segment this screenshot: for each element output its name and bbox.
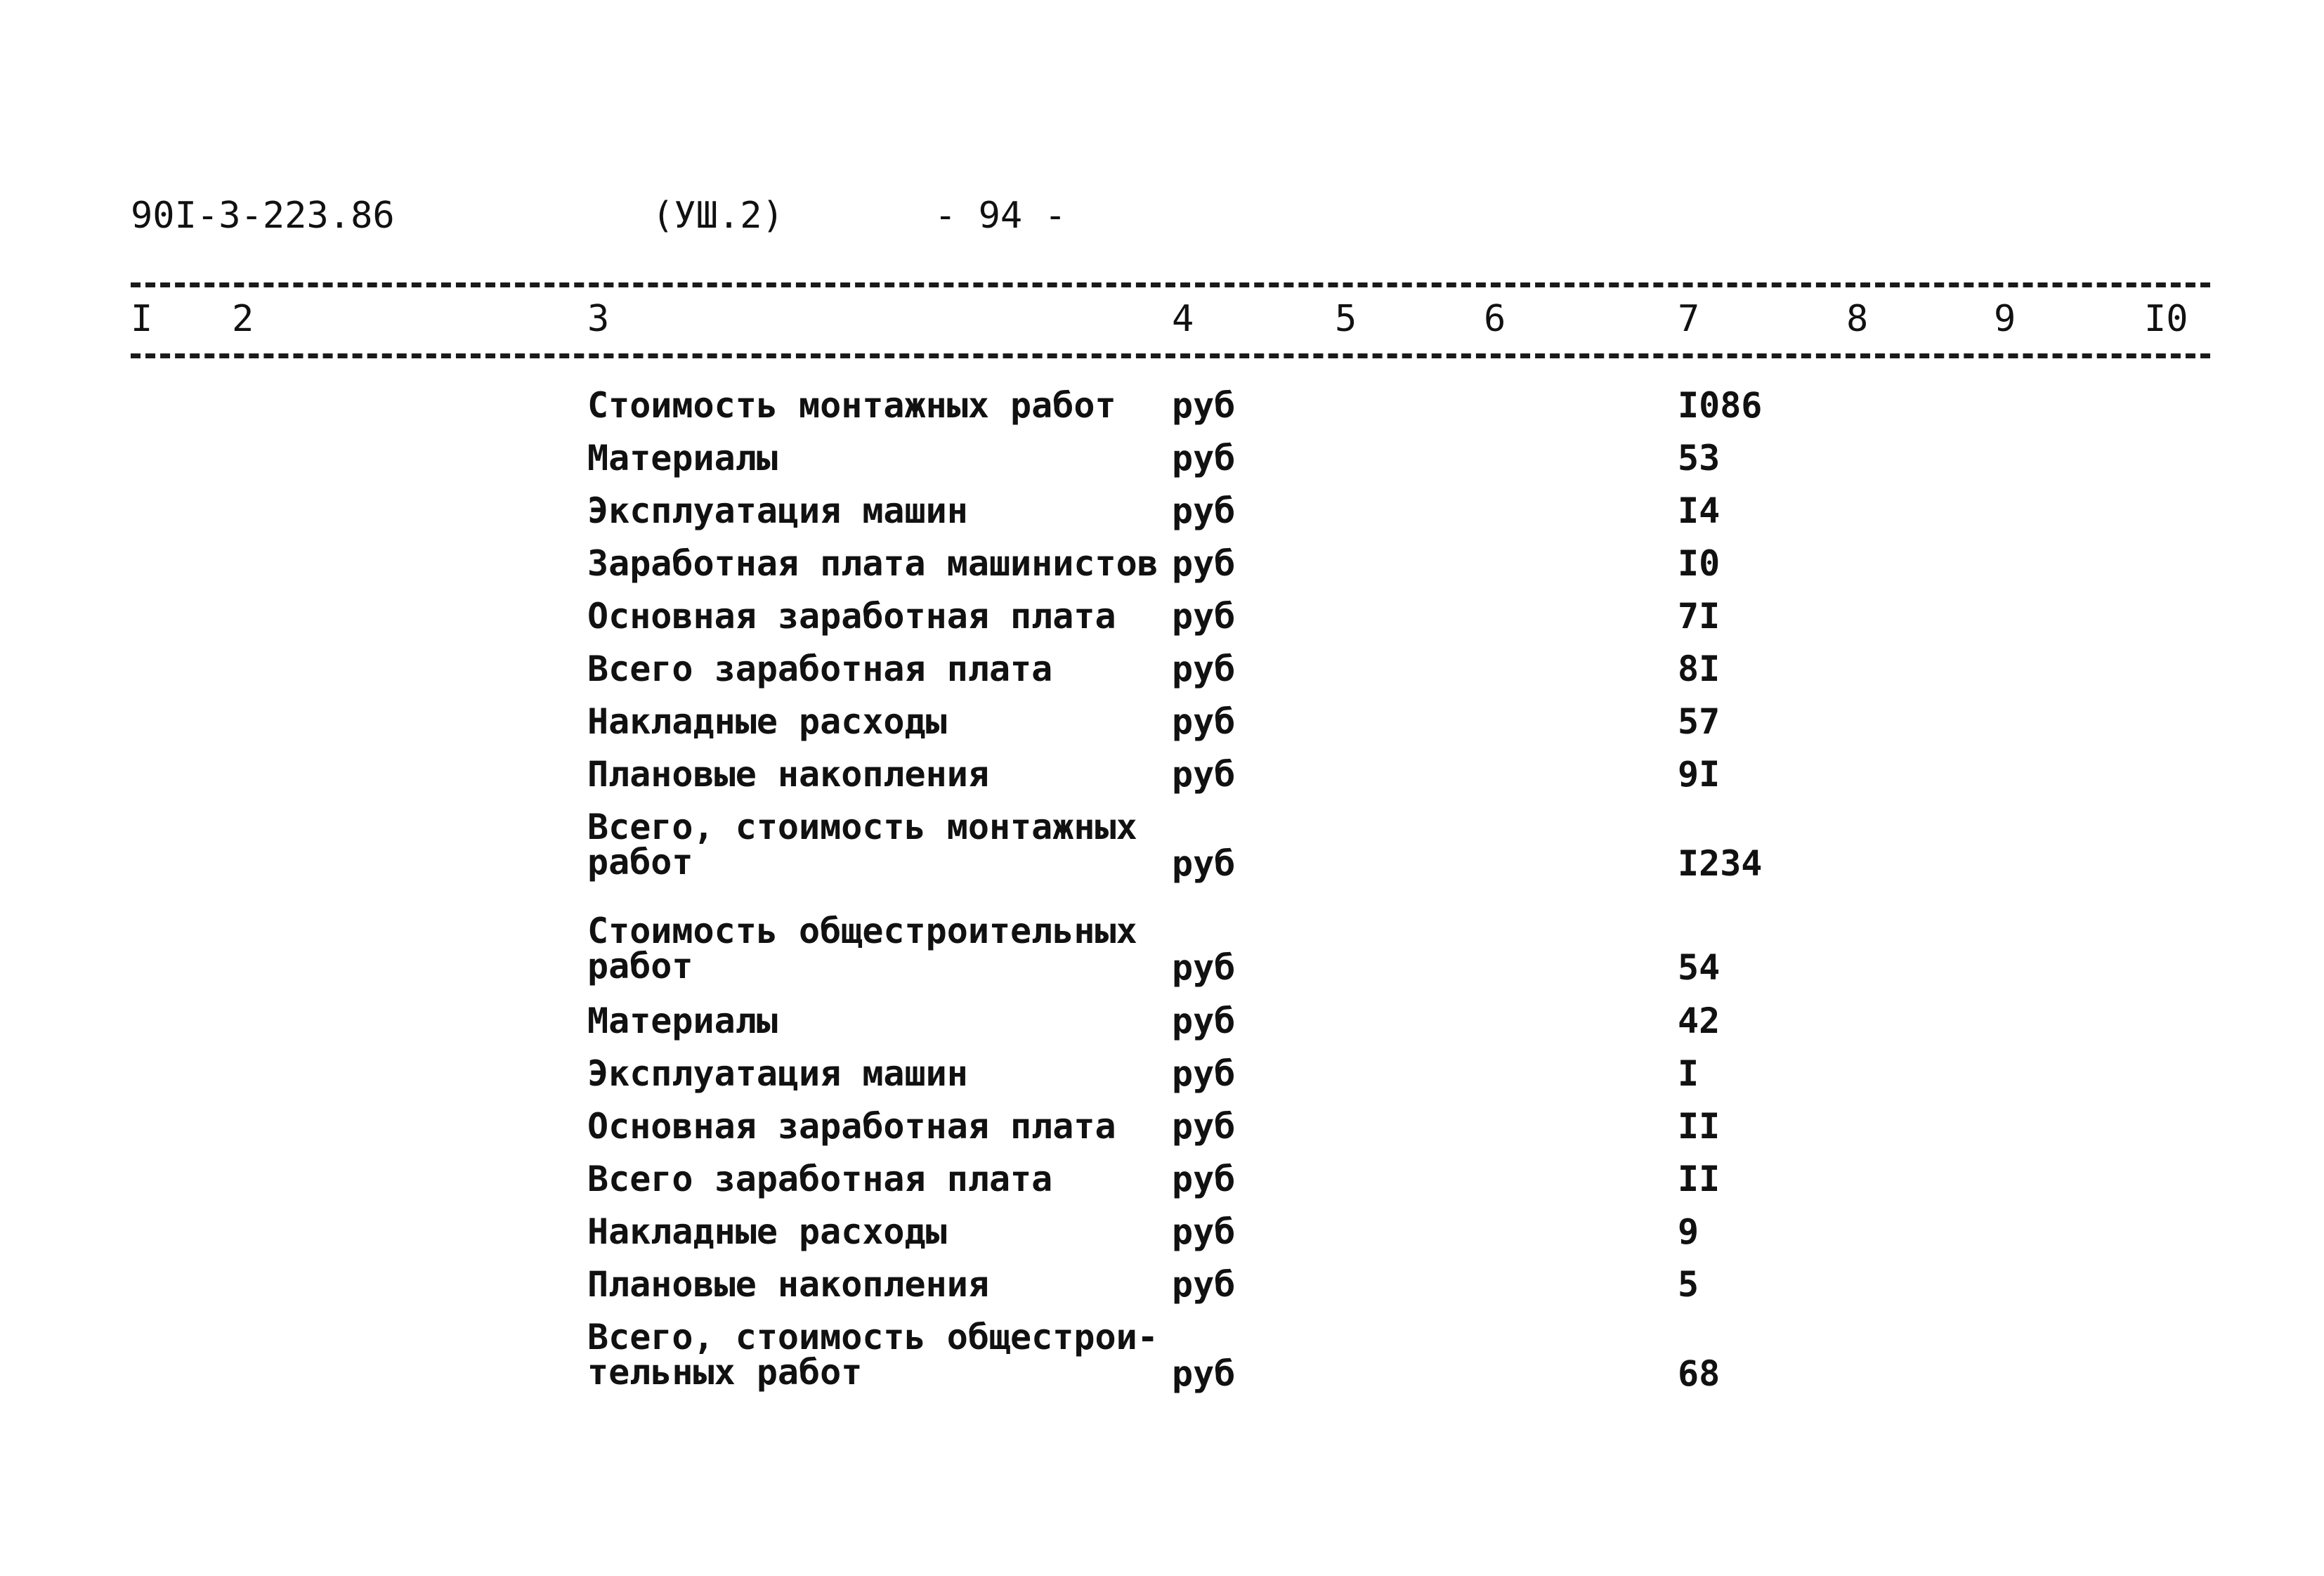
table-row bbox=[0, 432, 2324, 485]
row-value: II bbox=[1678, 1159, 1721, 1199]
row-label: Материалы bbox=[587, 1001, 778, 1041]
table-row bbox=[0, 801, 2324, 891]
row-value: 7I bbox=[1678, 596, 1721, 637]
row-label: Всего заработная плата bbox=[587, 649, 1053, 689]
row-unit: руб bbox=[1172, 1106, 1236, 1147]
row-unit: руб bbox=[1172, 1264, 1236, 1305]
row-value: I4 bbox=[1678, 490, 1721, 531]
header-bottom-rule bbox=[131, 353, 2210, 358]
table-row bbox=[0, 1206, 2324, 1258]
table-row bbox=[0, 748, 2324, 801]
table-row bbox=[0, 696, 2324, 748]
row-label: Эксплуатация машин bbox=[587, 490, 968, 531]
row-value: 9I bbox=[1678, 754, 1721, 795]
column-header-6: 6 bbox=[1484, 298, 1506, 340]
column-header-2: 2 bbox=[232, 298, 254, 340]
table-row bbox=[0, 538, 2324, 590]
row-value: 54 bbox=[1678, 947, 1721, 988]
row-unit: руб bbox=[1172, 596, 1236, 637]
row-value: 68 bbox=[1678, 1353, 1721, 1394]
row-unit: руб bbox=[1172, 1353, 1236, 1394]
column-header-4: 4 bbox=[1172, 298, 1194, 340]
cost-table bbox=[0, 379, 2324, 1401]
row-value: 9 bbox=[1678, 1211, 1699, 1252]
row-value: II bbox=[1678, 1106, 1721, 1147]
column-header-10: I0 bbox=[2144, 298, 2188, 340]
column-header-3: 3 bbox=[587, 298, 610, 340]
row-unit: руб bbox=[1172, 438, 1236, 478]
row-label: Стоимость общестроительных работ bbox=[587, 911, 1137, 986]
column-header-row bbox=[0, 291, 2324, 347]
row-label: Эксплуатация машин bbox=[587, 1053, 968, 1094]
row-label: Всего, стоимость монтажных работ bbox=[587, 807, 1137, 883]
row-value: 42 bbox=[1678, 1001, 1721, 1041]
row-label: Всего, стоимость общестрои- тельных работ bbox=[587, 1317, 1158, 1393]
row-unit: руб bbox=[1172, 1001, 1236, 1041]
row-unit: руб bbox=[1172, 1053, 1236, 1094]
row-unit: руб bbox=[1172, 754, 1236, 795]
row-value: I086 bbox=[1678, 385, 1763, 426]
column-header-5: 5 bbox=[1335, 298, 1357, 340]
row-value: 53 bbox=[1678, 438, 1721, 478]
row-label: Плановые накопления bbox=[587, 1264, 989, 1305]
table-row bbox=[0, 1100, 2324, 1153]
row-unit: руб bbox=[1172, 947, 1236, 988]
row-label: Заработная плата машинистов bbox=[587, 543, 1158, 584]
row-unit: руб bbox=[1172, 490, 1236, 531]
row-label: Накладные расходы bbox=[587, 1211, 947, 1252]
row-value: I234 bbox=[1678, 843, 1763, 884]
column-header-8: 8 bbox=[1846, 298, 1869, 340]
row-value: 5 bbox=[1678, 1264, 1699, 1305]
row-label: Накладные расходы bbox=[587, 701, 947, 742]
row-unit: руб bbox=[1172, 1159, 1236, 1199]
table-row bbox=[0, 643, 2324, 696]
section-code: (УШ.2) bbox=[652, 195, 784, 237]
row-value: I bbox=[1678, 1053, 1699, 1094]
row-unit: руб bbox=[1172, 385, 1236, 426]
row-unit: руб bbox=[1172, 701, 1236, 742]
row-label: Плановые накопления bbox=[587, 754, 989, 795]
document-code: 90I-3-223.86 bbox=[131, 195, 395, 237]
row-unit: руб bbox=[1172, 843, 1236, 884]
page-header bbox=[0, 184, 2324, 247]
row-value: I0 bbox=[1678, 543, 1721, 584]
row-label: Основная заработная плата bbox=[587, 596, 1116, 637]
page-number: - 94 - bbox=[934, 195, 1066, 237]
column-header-1: I bbox=[131, 298, 153, 340]
table-row bbox=[0, 590, 2324, 643]
row-label: Стоимость монтажных работ bbox=[587, 385, 1116, 426]
table-row bbox=[0, 995, 2324, 1048]
row-value: 8I bbox=[1678, 649, 1721, 689]
table-row bbox=[0, 485, 2324, 538]
row-unit: руб bbox=[1172, 543, 1236, 584]
header-top-rule bbox=[131, 282, 2210, 287]
table-row bbox=[0, 905, 2324, 995]
column-header-9: 9 bbox=[1994, 298, 2016, 340]
row-label: Всего заработная плата bbox=[587, 1159, 1053, 1199]
table-row bbox=[0, 1258, 2324, 1311]
row-unit: руб bbox=[1172, 1211, 1236, 1252]
table-row bbox=[0, 379, 2324, 432]
row-label: Материалы bbox=[587, 438, 778, 478]
table-row bbox=[0, 1048, 2324, 1100]
row-value: 57 bbox=[1678, 701, 1721, 742]
column-header-7: 7 bbox=[1678, 298, 1700, 340]
table-row bbox=[0, 1153, 2324, 1206]
row-label: Основная заработная плата bbox=[587, 1106, 1116, 1147]
table-row bbox=[0, 1311, 2324, 1401]
row-unit: руб bbox=[1172, 649, 1236, 689]
